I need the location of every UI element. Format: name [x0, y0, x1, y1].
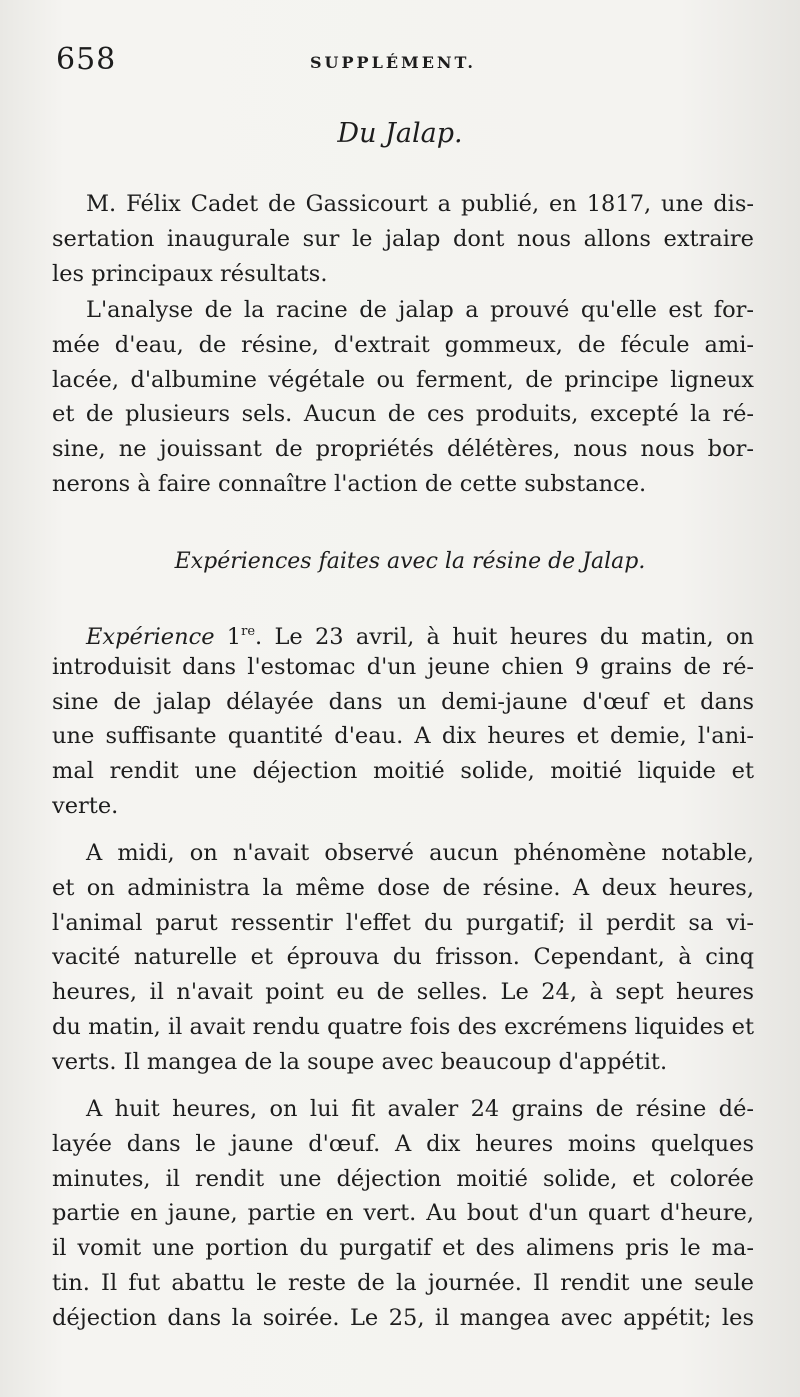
text-line: minutes, il rendit une déjection moitié solide, et colorée — [52, 1165, 754, 1192]
paragraph-experience-1 — [52, 615, 754, 824]
text-line: M. Félix Cadet de Gassicourt a publié, en 1817, une dis- — [86, 191, 754, 217]
text-line: lacée, d'albumine végétale ou ferment, de principe ligneux — [52, 366, 754, 393]
text-line: A midi, on n'avait observé aucun phénomène notable, — [86, 840, 754, 866]
text-line: l'animal parut ressentir l'effet du purgatif; il perdit sa vi- — [52, 909, 754, 936]
text-line: heures, il n'avait point eu de selles. Le 24, à sept heures — [52, 979, 754, 1006]
text-line: du matin, il avait rendu quatre fois des excrémens liquides et — [52, 1013, 754, 1040]
text-line: sertation inaugurale sur le jalap dont nous allons extraire — [52, 225, 754, 252]
text-line: tin. Il fut abattu le reste de la journée. Il rendit une seule — [52, 1269, 754, 1296]
paragraph-analysis — [52, 293, 754, 502]
text-line: verte. — [52, 792, 119, 819]
text-line: vacité naturelle et éprouva du frisson. Cependant, à cinq — [52, 944, 754, 971]
text-line: verts. Il mangea de la soupe avec beaucoup d'appétit. — [52, 1048, 668, 1075]
paragraph-midi — [52, 836, 754, 1080]
text-line: L'analyse de la racine de jalap a prouvé qu'elle est for- — [86, 297, 754, 323]
text-line: une suffisante quantité d'eau. A dix heures et demie, l'ani- — [52, 723, 754, 750]
ordinal-suffix: re — [241, 624, 256, 639]
text-line: mal rendit une déjection moitié solide, moitié liquide et — [52, 758, 754, 785]
paragraph-intro — [52, 187, 754, 291]
text-line: sine, ne jouissant de propriétés délétères, nous nous bor- — [52, 436, 754, 463]
experience-line-rest: . Le 23 avril, à huit heures du matin, on — [255, 624, 754, 650]
text-line: introduisit dans l'estomac d'un jeune chien 9 grains de ré- — [52, 653, 754, 680]
section-title: Du Jalap. — [337, 118, 463, 149]
paragraph-huit-heures — [52, 1092, 754, 1336]
text-line: il vomit une portion du purgatif et des alimens pris le ma- — [52, 1235, 754, 1262]
text-line: les principaux résultats. — [52, 260, 328, 287]
experience-number: 1 — [226, 624, 242, 650]
page-header — [52, 42, 752, 82]
text-line: sine de jalap délayée dans un demi-jaune d'œuf et dans — [52, 688, 754, 715]
running-head: SUPPLÉMENT. — [310, 53, 476, 72]
text-line: déjection dans la soirée. Le 25, il mangea avec appétit; les — [52, 1304, 754, 1331]
text-line: mée d'eau, de résine, d'extrait gommeux, de fécule ami- — [52, 331, 754, 358]
subsection-title: Expériences faites avec la résine de Jalap. — [174, 549, 646, 574]
text-line: et de plusieurs sels. Aucun de ces produits, excepté la ré- — [52, 401, 754, 428]
text-line: et on administra la même dose de résine. A deux heures, — [52, 874, 754, 901]
text-line: nerons à faire connaître l'action de cette substance. — [52, 470, 647, 497]
text-line: partie en jaune, partie en vert. Au bout d'un quart d'heure, — [52, 1200, 754, 1227]
text-line: layée dans le jaune d'œuf. A dix heures moins quelques — [52, 1130, 754, 1157]
text-line — [52, 615, 754, 650]
experience-label: Expérience — [86, 624, 215, 650]
page-number: 658 — [56, 42, 117, 77]
text-line: A huit heures, on lui fit avaler 24 grains de résine dé- — [86, 1096, 754, 1122]
